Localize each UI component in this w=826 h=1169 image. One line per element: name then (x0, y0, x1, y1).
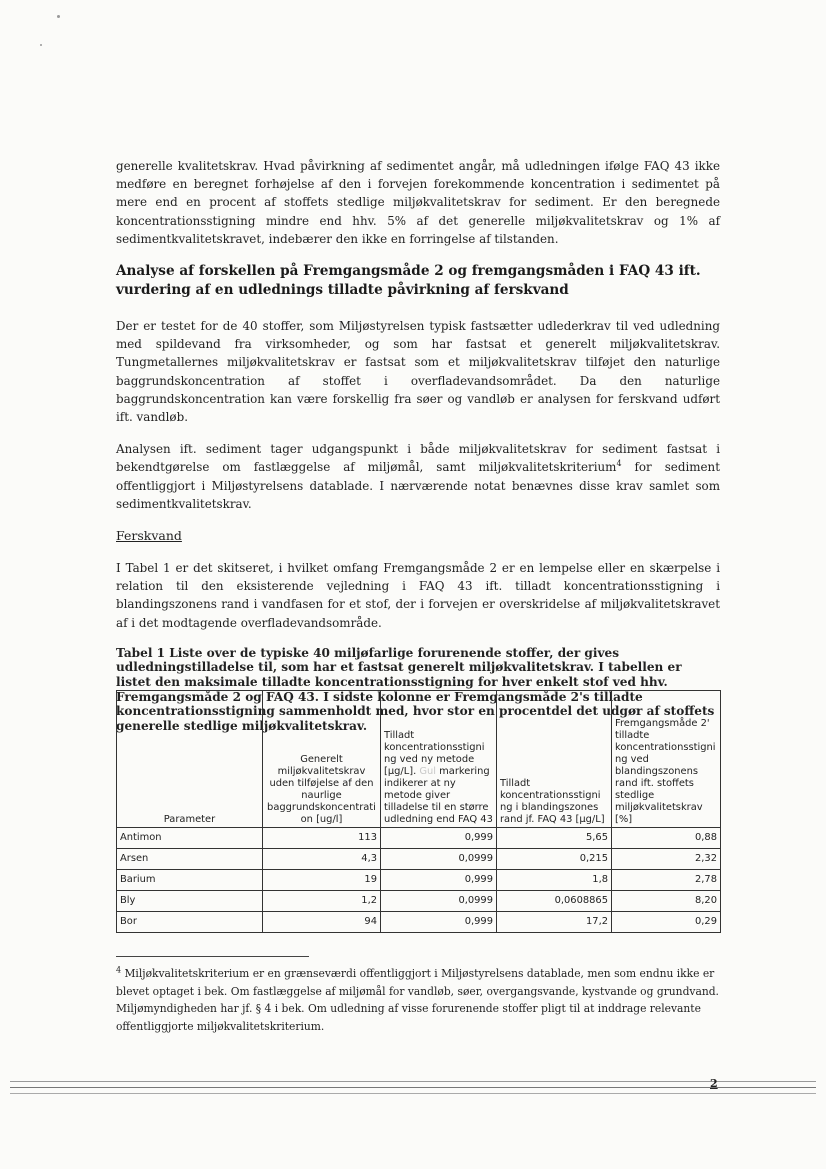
intro-paragraph: generelle kvalitetskrav. Hvad påvirkning af sedimentet angår, må udledningen ifølge FAQ 43 ikke medføre en beregnet forhøjelse af den i forvejen forekommende koncentration i sedimentet på mere end en procent af stoffets stedlige miljøkvalitetskrav for sediment. Er den beregnede koncentrationsstigning mindre end hhv. 5% af det generelle miljøkvalitetskrav og 1% af sedimentkvalitetskravet, indebærer den ikke en forringelse af tilstanden. (116, 159, 720, 246)
cell-pct: 0,88 (612, 828, 721, 849)
paragraph-table-intro: I Tabel 1 er det skitseret, i hvilket omfang Fremgangsmåde 2 er en lempelse eller en skærpelse i relation til den eksisterende vejledning i FAQ 43 ift. tilladt koncentrationsstigning i blandingszonens rand i vandfasen for et stof, der i forvejen er overskridelse af miljøkvalitetskravet af i det modtagende overfladevandsområde. (116, 561, 720, 630)
header-ny-metode-text: Tilladt koncentrationsstigni ng ved ny metode [µg/L]. (384, 730, 485, 777)
cell-generelt: 94 (263, 912, 381, 933)
document-body (116, 157, 720, 737)
paragraph-sediment-part-2: for sediment offentliggjort i Miljøstyrelsens datablade. I nærværende notat benævnes disse krav samlet som sedimentkvalitetskrav. (116, 460, 720, 511)
cell-parameter: Arsen (117, 849, 263, 870)
table-row (117, 870, 721, 891)
cell-ny-metode: 0,0999 (381, 891, 497, 912)
table-row (117, 828, 721, 849)
footnote-text: Miljøkvalitetskriterium er en grænseværdi offentliggjort i Miljøstyrelsens datablade, men som endnu ikke er blevet optaget i bek. Om fastlæggelse af miljømål for vandløb, søer, overgangsvande, kystvande og grundvand. Miljømyndigheden har jf. § 4 i bek. Om udledning af visse forurenende stoffer pligt til at inddrage relevante offentliggjorte miljøkvalitetskriterium. (116, 967, 719, 1033)
footnote (116, 965, 726, 1035)
table-row (117, 891, 721, 912)
scan-footer-line (10, 1081, 816, 1082)
header-ny-metode (381, 691, 497, 828)
scan-speck (40, 44, 42, 46)
page-number: 2 (710, 1077, 718, 1090)
section-heading: Analyse af forskellen på Fremgangsmåde 2 og fremgangsmåden i FAQ 43 ift. vurdering af en udlednings tilladte påvirkning af ferskvand (116, 263, 701, 298)
table-row (117, 912, 721, 933)
cell-generelt: 4,3 (263, 849, 381, 870)
footnote-reference: 4 (616, 459, 622, 469)
header-fremgangsmaade-pct: Fremgangsmåde 2' tilladte koncentrationsstigni ng ved blandingszonens rand ift. stoffets stedlige miljøkvalitetskrav [%] (612, 691, 721, 828)
table-row (117, 849, 721, 870)
footnote-separator (116, 956, 309, 957)
table-caption: Tabel 1 Liste over de typiske 40 miljøfarlige forurenende stoffer, der gives udledningstilladelse til, som har et fastsat generelt miljøkvalitetskrav. I tabellen er listet den maksimale tilladte koncentrationsstigning for hver enkelt stof ved hhv. Fremgangsmåde 2 og FAQ 43. I sidste kolonne er Fremgangsmåde 2's tilladte koncentrationsstigning sammenholdt med, hvor stor en procentdel det udgør af stoffets generelle stedlige miljøkvalitetskrav. (116, 645, 715, 733)
cell-ny-metode: 0,999 (381, 912, 497, 933)
cell-parameter: Barium (117, 870, 263, 891)
cell-generelt: 19 (263, 870, 381, 891)
cell-faq43: 5,65 (497, 828, 612, 849)
cell-ny-metode: 0,999 (381, 828, 497, 849)
cell-generelt: 1,2 (263, 891, 381, 912)
cell-parameter: Antimon (117, 828, 263, 849)
subheading-ferskvand: Ferskvand (116, 528, 182, 544)
paragraph-sediment (116, 440, 720, 513)
header-generelt-miljoekvalitetskrav: Generelt miljøkvalitetskrav uden tilføjelse af den naurlige baggrundskoncentrati on [ug/l] (263, 691, 381, 828)
scan-footer-line (10, 1087, 816, 1088)
cell-pct: 0,29 (612, 912, 721, 933)
substances-table (116, 690, 721, 933)
cell-parameter: Bly (117, 891, 263, 912)
paragraph-sediment-part-1: Analysen ift. sediment tager udgangspunkt i både miljøkvalitetskrav for sediment fastsat i bekendtgørelse om fastlæggelse af miljømål, samt miljøkvalitetskriterium (116, 442, 720, 475)
cell-generelt: 113 (263, 828, 381, 849)
scan-footer-line (10, 1093, 816, 1094)
cell-parameter: Bor (117, 912, 263, 933)
paragraph-tested-substances: Der er testet for de 40 stoffer, som Miljøstyrelsen typisk fastsætter udlederkrav til ved udledning med spildevand fra virksomheder, og som har fastsat et generelt miljøkvalitetskrav. Tungmetallernes miljøkvalitetskrav er fastsat som et miljøkvalitetskrav tilføjet den naturlige baggrundskoncentration af stoffet i overfladevandsområdet. Da den naturlige baggrundskoncentration kan være forskellig fra søer og vandløb er analysen for ferskvand udført ift. vandløb. (116, 319, 720, 425)
header-faq43: Tilladt koncentrationsstigni ng i blandingszones rand jf. FAQ 43 [µg/L] (497, 691, 612, 828)
cell-pct: 2,78 (612, 870, 721, 891)
cell-faq43: 0,215 (497, 849, 612, 870)
cell-faq43: 1,8 (497, 870, 612, 891)
footnote-number: 4 (116, 965, 122, 975)
cell-faq43: 0,0608865 (497, 891, 612, 912)
cell-pct: 8,20 (612, 891, 721, 912)
cell-ny-metode: 0,0999 (381, 849, 497, 870)
scan-speck (57, 15, 60, 18)
header-ny-metode-rest: markering indikerer at ny metode giver tilladelse til en større udledning end FAQ 43 (384, 766, 493, 825)
cell-pct: 2,32 (612, 849, 721, 870)
cell-ny-metode: 0,999 (381, 870, 497, 891)
header-ny-metode-gul: Gul (419, 766, 437, 777)
cell-faq43: 17,2 (497, 912, 612, 933)
header-parameter: Parameter (117, 691, 263, 828)
